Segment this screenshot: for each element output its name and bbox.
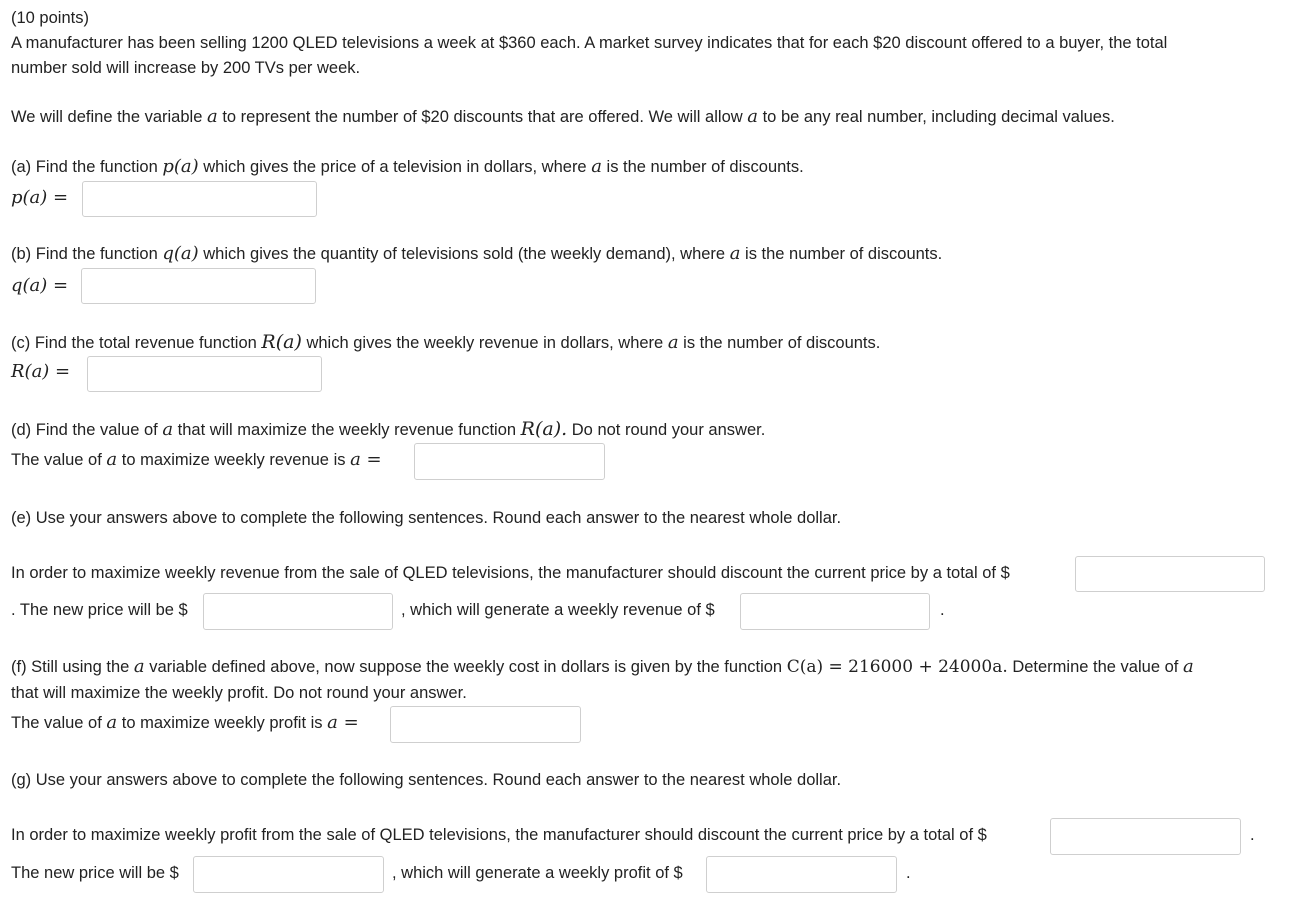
part-c-var: a — [667, 332, 679, 353]
part-a-func: p(a) — [162, 156, 199, 177]
part-b-q-mid: which gives the quantity of televisions sold (the weekly demand), where — [203, 245, 726, 263]
define-var: a — [206, 106, 218, 127]
part-c-q-mid: which gives the weekly revenue in dollars, where — [306, 334, 664, 352]
part-g-profit-input[interactable] — [706, 856, 897, 893]
part-f-question — [11, 657, 1194, 677]
part-b-q-pre: (b) Find the function — [11, 245, 158, 263]
part-d-question — [11, 419, 765, 440]
part-a-q-end: is the number of discounts. — [606, 158, 804, 176]
part-f-ans-pre: The value of — [11, 714, 102, 732]
part-c-label: R(a) = — [11, 361, 71, 382]
part-g-sentence2-pre: The new price will be $ — [11, 864, 179, 882]
part-d-ans-mid: to maximize weekly revenue is — [121, 451, 346, 469]
points-label: (10 points) — [11, 9, 89, 27]
part-b-func: q(a) — [162, 243, 199, 264]
part-b-var: a — [729, 243, 741, 264]
part-f-cost-func: C(a) = 216000 + 24000a. — [786, 657, 1008, 677]
part-c-q-end: is the number of discounts. — [683, 334, 881, 352]
part-d-ans-pre: The value of — [11, 451, 102, 469]
part-d-var: a — [162, 419, 174, 440]
part-e-sentence2-pre: . The new price will be $ — [11, 601, 188, 619]
part-a-q-pre: (a) Find the function — [11, 158, 158, 176]
part-f-ans-mid: to maximize weekly profit is — [121, 714, 323, 732]
part-b-label: q(a) = — [11, 275, 69, 296]
part-e-revenue-input[interactable] — [740, 593, 930, 630]
part-e-price-input[interactable] — [203, 593, 393, 630]
part-g-instructions: (g) Use your answers above to complete the following sentences. Round each answer to the nearest whole dollar. — [11, 771, 842, 789]
define-var2: a — [747, 106, 758, 127]
part-e-sentence2-end: . — [940, 601, 945, 619]
part-a-answer-input[interactable] — [82, 181, 317, 217]
variable-definition — [11, 107, 1115, 127]
problem-statement-line2: number sold will increase by 200 TVs per week. — [11, 59, 361, 77]
part-a-q-mid: which gives the price of a television in dollars, where — [203, 158, 587, 176]
part-d-answer-prompt — [11, 450, 382, 470]
part-g-sentence1-end: . — [1250, 826, 1255, 844]
define-post: to represent the number of $20 discounts that are offered. We will allow — [222, 108, 743, 126]
problem-statement-line1: A manufacturer has been selling 1200 QLED televisions a week at $360 each. A market survey indicates that for each $20 discount offered to a buyer, the total — [11, 34, 1168, 52]
part-f-q-mid: variable defined above, now suppose the weekly cost in dollars is given by the function — [149, 658, 783, 676]
part-c-q-pre: (c) Find the total revenue function — [11, 334, 257, 352]
part-f-answer-input[interactable] — [390, 706, 581, 743]
part-c-answer-input[interactable] — [87, 356, 322, 392]
part-g-sentence2-mid: , which will generate a weekly profit of $ — [392, 864, 683, 882]
part-g-discount-input[interactable] — [1050, 818, 1241, 855]
part-g-sentence1: In order to maximize weekly profit from the sale of QLED televisions, the manufacturer should discount the current price by a total of $ — [11, 826, 987, 844]
part-f-var: a — [133, 656, 145, 677]
part-f-q-pre: (f) Still using the — [11, 658, 130, 676]
part-g-sentence2-end: . — [906, 864, 911, 882]
part-d-q-pre: (d) Find the value of — [11, 421, 158, 439]
define-end: to be any real number, including decimal values. — [762, 108, 1115, 126]
part-d-q-mid: that will maximize the weekly revenue function — [177, 421, 517, 439]
part-c-question — [11, 332, 880, 353]
part-d-ans-var: a — [106, 449, 118, 470]
part-f-var2: a — [1182, 656, 1194, 677]
part-b-q-end: is the number of discounts. — [745, 245, 943, 263]
part-e-sentence2-mid: , which will generate a weekly revenue of $ — [401, 601, 715, 619]
part-f-answer-prompt — [11, 713, 359, 733]
part-d-ans-eq: a = — [350, 449, 382, 470]
part-d-q-end: Do not round your answer. — [571, 421, 766, 439]
part-f-ans-var: a — [106, 712, 118, 733]
part-f-question-line2: that will maximize the weekly profit. Do not round your answer. — [11, 684, 467, 702]
part-e-sentence1: In order to maximize weekly revenue from the sale of QLED televisions, the manufacturer should discount the current price by a total of $ — [11, 564, 1010, 582]
part-b-answer-input[interactable] — [81, 268, 316, 304]
part-g-price-input[interactable] — [193, 856, 384, 893]
part-d-func: R(a). — [520, 418, 568, 440]
part-a-var: a — [591, 156, 602, 177]
part-b-question — [11, 244, 942, 264]
part-e-discount-input[interactable] — [1075, 556, 1265, 592]
part-e-instructions: (e) Use your answers above to complete the following sentences. Round each answer to the nearest whole dollar. — [11, 509, 842, 527]
part-a-question — [11, 157, 804, 177]
part-f-q-end: Determine the value of — [1012, 658, 1179, 676]
part-f-ans-eq: a = — [327, 712, 359, 733]
define-pre: We will define the variable — [11, 108, 203, 126]
part-d-answer-input[interactable] — [414, 443, 605, 480]
part-a-label: p(a) = — [11, 187, 69, 208]
part-c-func: R(a) — [261, 331, 302, 353]
